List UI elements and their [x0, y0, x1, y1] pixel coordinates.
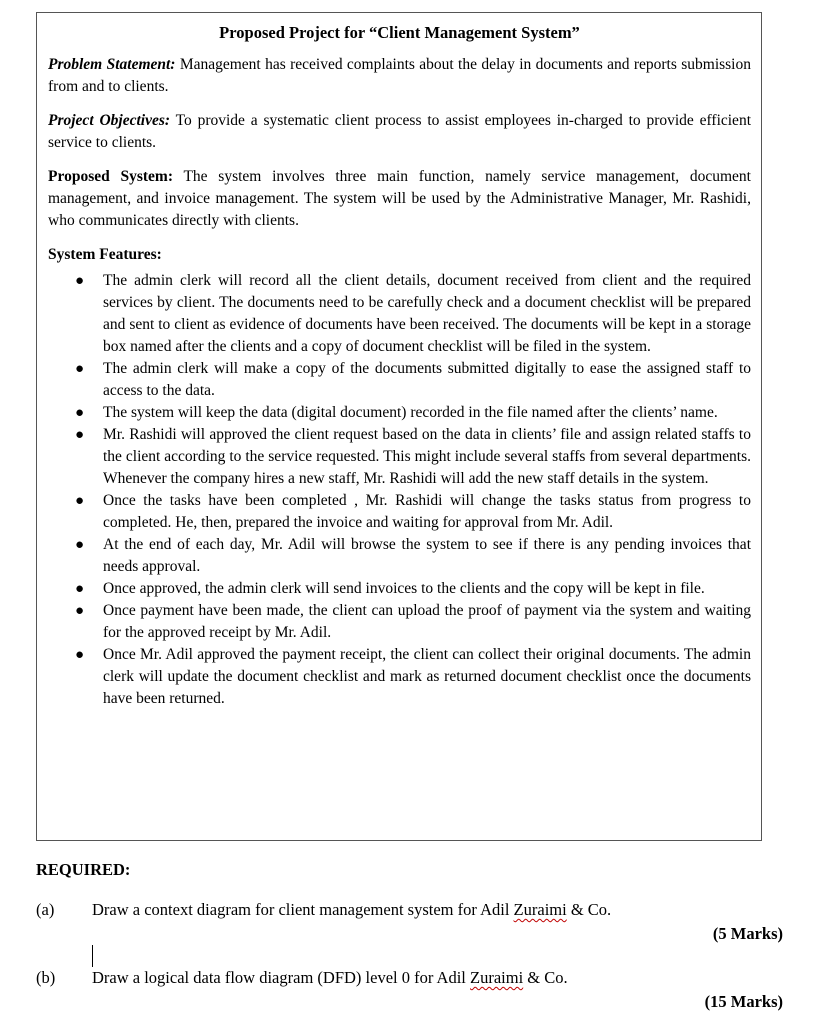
project-objectives	[48, 110, 751, 154]
bullet-icon: ●	[75, 273, 85, 289]
feature-item: ● Once payment have been made, the client can upload the proof of payment via the system and waiting for the approved receipt by Mr. Adil.	[75, 602, 751, 641]
feature-item: ● The system will keep the data (digital document) recorded in the file named after the clients’ name.	[103, 402, 751, 424]
question-b-text: Draw a logical data flow diagram (DFD) level 0 for Adil Zuraimi & Co.	[92, 968, 568, 987]
bullet-icon: ●	[75, 537, 85, 553]
feature-item: ● Once Mr. Adil approved the payment receipt, the client can collect their original documents. The admin clerk will update the document checklist and mark as returned document checklist once the documents have been returned.	[75, 646, 751, 707]
bullet-icon: ●	[75, 603, 85, 619]
question-a-marks: (5 Marks)	[712, 924, 783, 943]
features-list	[48, 270, 751, 710]
bullet-icon: ●	[75, 647, 85, 663]
system-features-label: System Features:	[48, 246, 162, 263]
bullet-icon: ●	[75, 361, 85, 377]
proposed-system-label: Proposed System:	[48, 168, 173, 185]
proposed-system-text: The system involves three main function, namely service management, document management, and invoice management. The system will be used by the Administrative Manager, Mr. Rashidi, who communicates directly with clients.	[48, 168, 751, 229]
feature-item: ● Mr. Rashidi will approved the client request based on the data in clients’ file and assign related staffs to the client according to the service requested. This might include several staffs from several departments. Whenever the company hires a new staff, Mr. Rashidi will add the new staff details in the system.	[75, 426, 751, 487]
project-box	[36, 12, 762, 841]
feature-item: ● Once approved, the admin clerk will send invoices to the clients and the copy will be kept in file.	[103, 578, 751, 600]
question-a-label: (a)	[36, 900, 55, 919]
spellcheck-word[interactable]: Zuraimi	[470, 968, 524, 987]
bullet-icon: ●	[75, 581, 85, 597]
bullet-icon: ●	[75, 405, 85, 421]
problem-statement	[48, 54, 751, 98]
project-objectives-text: To provide a systematic client process to assist employees in-charged to provide efficient service to clients.	[48, 112, 751, 151]
problem-statement-label: Problem Statement:	[48, 56, 176, 73]
text-cursor	[92, 945, 93, 967]
feature-item: ● The admin clerk will make a copy of the documents submitted digitally to ease the assigned staff to access to the data.	[75, 360, 751, 399]
project-title: Proposed Project for “Client Management System”	[219, 23, 580, 42]
bullet-icon: ●	[75, 493, 85, 509]
spellcheck-word[interactable]: Zuraimi	[513, 900, 567, 919]
project-objectives-label: Project Objectives:	[48, 112, 171, 129]
feature-item: ● Once the tasks have been completed , Mr. Rashidi will change the tasks status from progress to completed. He, then, prepared the invoice and waiting for approval from Mr. Adil.	[75, 492, 751, 531]
feature-item: ● At the end of each day, Mr. Adil will browse the system to see if there is any pending invoices that needs approval.	[75, 536, 751, 575]
proposed-system	[48, 166, 751, 232]
feature-item: ● The admin clerk will record all the client details, document received from client and the required services by client. The documents need to be carefully check and a document checklist will be prepared and sent to client as evidence of documents have been received. The documents will be kept in a storage box named after the clients and a copy of document checklist will be filed in the system.	[75, 272, 751, 355]
question-b-marks: (15 Marks)	[704, 992, 783, 1011]
question-a-text: Draw a context diagram for client management system for Adil Zuraimi & Co.	[92, 900, 612, 919]
question-b-label: (b)	[36, 968, 56, 987]
bullet-icon: ●	[75, 427, 85, 443]
problem-statement-text: Management has received complaints about the delay in documents and reports submission from and to clients.	[48, 56, 751, 95]
required-heading: REQUIRED:	[36, 860, 131, 879]
